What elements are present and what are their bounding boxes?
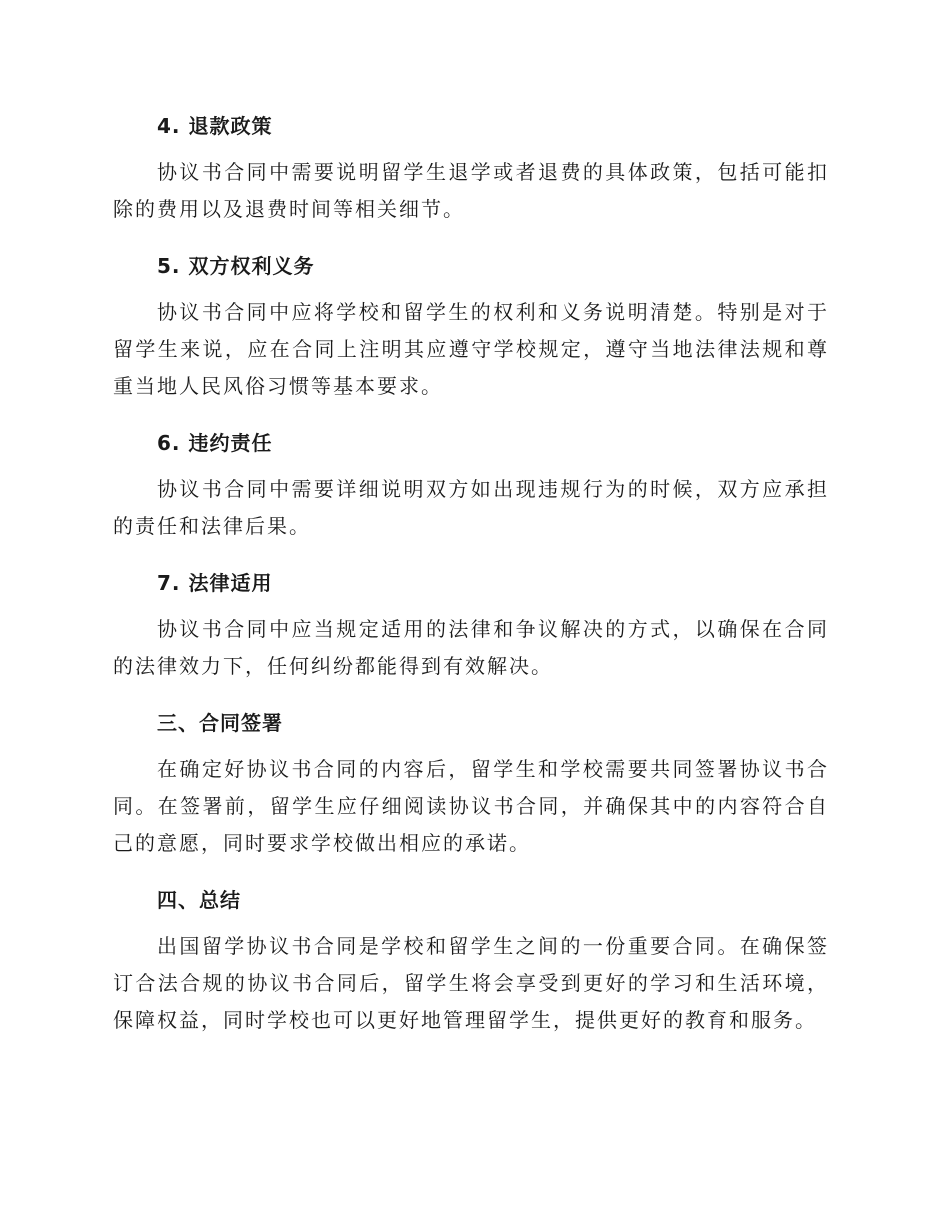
section-heading-applicable-law: 7. 法律适用 (157, 571, 273, 595)
section-body-summary: 出国留学协议书合同是学校和留学生之间的一份重要合同。在确保签订合法合规的协议书合同后，留学生将会享受到更好的学习和生活环境，保障权益，同时学校也可以更好地管理留学生，提供更好的教育和服务。 (113, 934, 829, 1032)
document-content (113, 108, 829, 1059)
section-body-breach-liability: 协议书合同中需要详细说明双方如出现违规行为的时候，双方应承担的责任和法律后果。 (113, 477, 829, 538)
section-heading-contract-signing: 三、合同签署 (157, 711, 283, 735)
section-body-refund-policy: 协议书合同中需要说明留学生退学或者退费的具体政策，包括可能扣除的费用以及退费时间等相关细节。 (113, 160, 829, 221)
section-body-contract-signing: 在确定好协议书合同的内容后，留学生和学校需要共同签署协议书合同。在签署前，留学生应仔细阅读协议书合同，并确保其中的内容符合自己的意愿，同时要求学校做出相应的承诺。 (113, 757, 829, 855)
section-body-rights-obligations: 协议书合同中应将学校和留学生的权利和义务说明清楚。特别是对于留学生来说，应在合同上注明其应遵守学校规定，遵守当地法律法规和尊重当地人民风俗习惯等基本要求。 (113, 300, 829, 398)
section-body-applicable-law: 协议书合同中应当规定适用的法律和争议解决的方式，以确保在合同的法律效力下，任何纠纷都能得到有效解决。 (113, 617, 829, 678)
section-heading-summary: 四、总结 (157, 888, 241, 912)
section-heading-breach-liability: 6. 违约责任 (157, 431, 273, 455)
section-heading-refund-policy: 4. 退款政策 (157, 114, 273, 138)
section-heading-rights-obligations: 5. 双方权利义务 (157, 254, 315, 278)
